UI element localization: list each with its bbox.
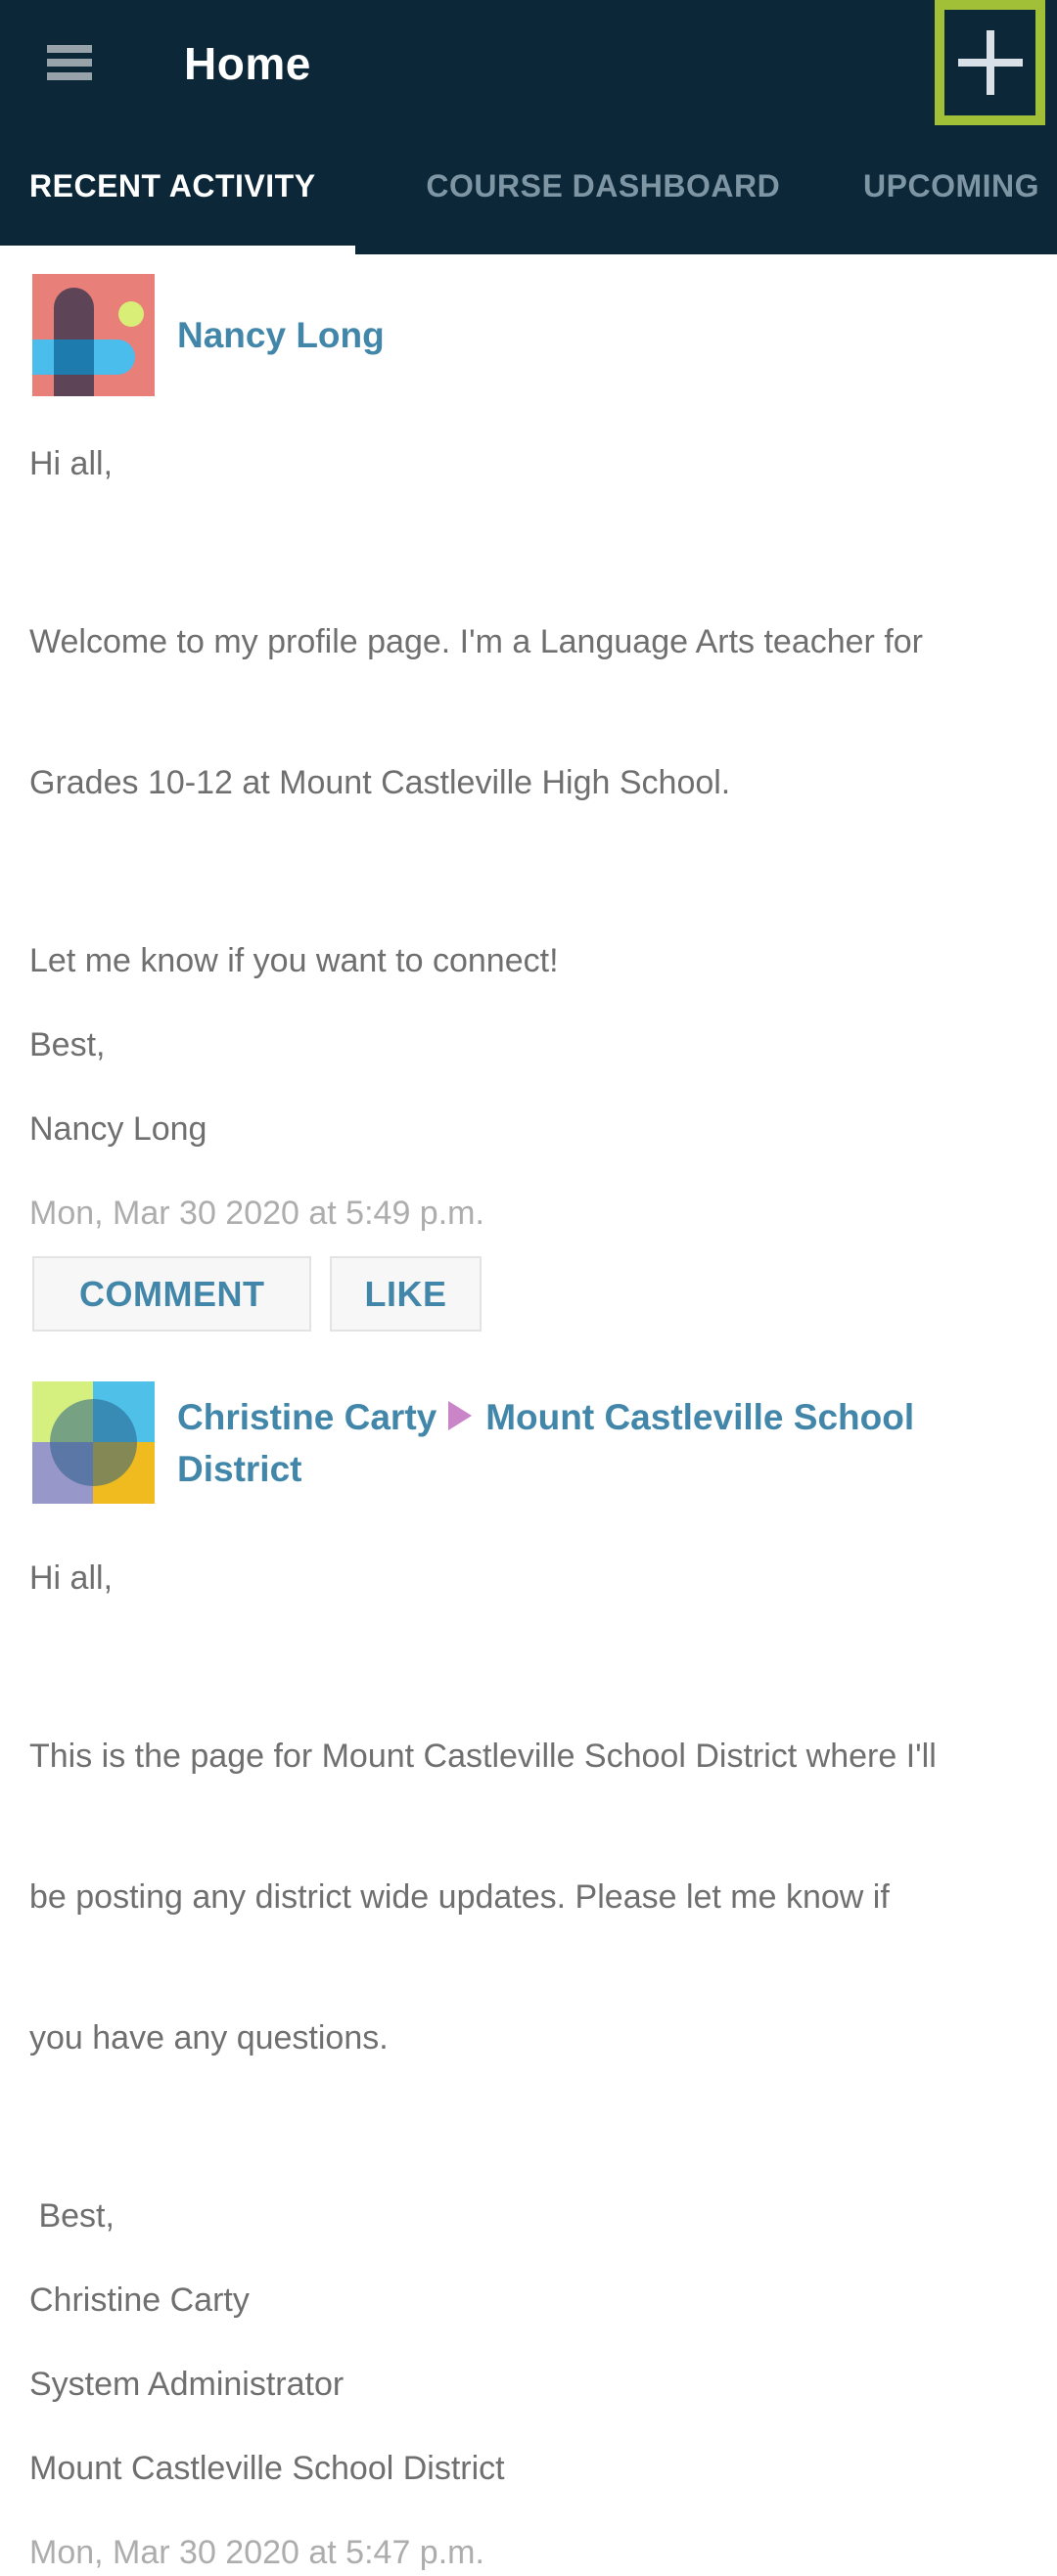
author-link[interactable]: [177, 309, 385, 361]
district-avatar[interactable]: [32, 1381, 155, 1504]
post-paragraph: Welcome to my profile page. I'm a Language Arts teacher for Grades 10-12 at Mount Castleville High School.: [29, 623, 924, 801]
user-avatar[interactable]: [32, 274, 155, 396]
post-paragraph: Let me know if you want to connect!: [29, 942, 559, 979]
post-header: [29, 274, 1028, 396]
like-button[interactable]: LIKE: [330, 1256, 481, 1332]
tab-course-dashboard[interactable]: COURSE DASHBOARD: [426, 168, 781, 203]
tab-recent-activity[interactable]: RECENT ACTIVITY: [0, 127, 355, 254]
post-paragraph: Hi all,: [29, 445, 114, 482]
add-post-button[interactable]: [935, 0, 1045, 125]
feed-post: [29, 1381, 1028, 2576]
activity-feed: [0, 254, 1057, 2576]
page-title: Home: [184, 38, 311, 89]
post-context-link[interactable]: Mount Castleville School District: [177, 1396, 915, 1489]
tab-upcoming[interactable]: UPCOMING: [863, 168, 1039, 203]
hamburger-menu-icon[interactable]: [47, 45, 92, 80]
post-paragraph: Best,: [29, 1026, 106, 1063]
post-header: [29, 1381, 1028, 1504]
breadcrumb-arrow-icon: [448, 1401, 472, 1430]
post-paragraph: This is the page for Mount Castleville School District where I'll be posting any district wide updates. Please let me know if you have any questions.: [29, 1738, 937, 2056]
post-paragraph: Hi all,: [29, 1559, 114, 1597]
post-paragraph: Christine Carty: [29, 2282, 250, 2319]
tab-bar: [0, 127, 1057, 254]
feed-post: [29, 274, 1028, 1332]
post-timestamp: Mon, Mar 30 2020 at 5:47 p.m.: [29, 2534, 484, 2571]
comment-button[interactable]: COMMENT: [32, 1256, 311, 1332]
plus-icon: [958, 30, 1023, 95]
author-link: [177, 1391, 1028, 1495]
post-paragraph: Nancy Long: [29, 1110, 207, 1148]
post-timestamp: Mon, Mar 30 2020 at 5:49 p.m.: [29, 1195, 484, 1232]
post-paragraph: System Administrator: [29, 2366, 345, 2403]
app-header: [0, 0, 1057, 127]
post-paragraph: Best,: [29, 2197, 115, 2235]
post-paragraph: Mount Castleville School District: [29, 2450, 505, 2487]
author-name[interactable]: Nancy Long: [177, 315, 385, 355]
post-actions: [32, 1256, 1028, 1332]
author-name[interactable]: Christine Carty: [177, 1396, 437, 1437]
